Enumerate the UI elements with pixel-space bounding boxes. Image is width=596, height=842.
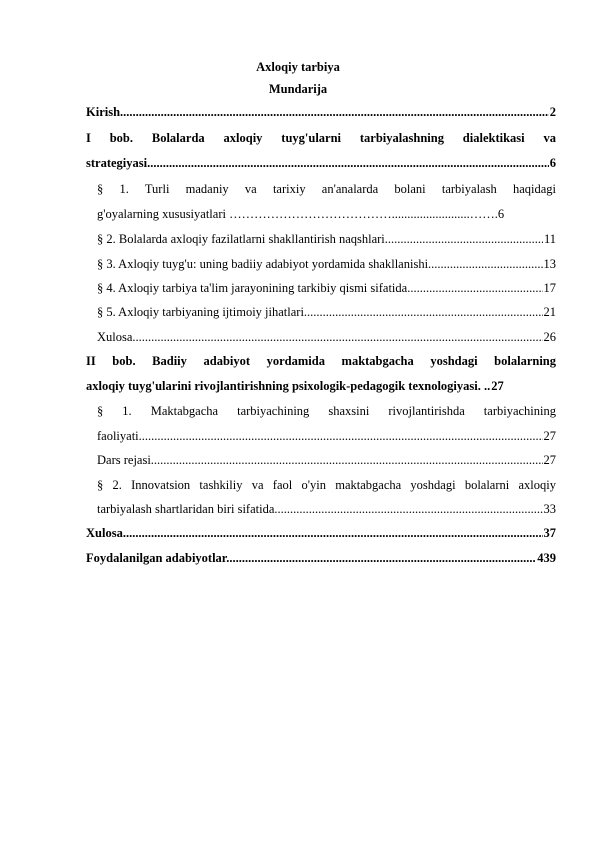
toc-entry-intro: Kirish. ..... 2 [86, 104, 556, 120]
toc-entry-section-1-2: § 2. Bolalarda axloqiy fazilatlarni shakllantirish naqshlari. ..... 11 [97, 231, 556, 247]
document-title: Axloqiy tarbiya [256, 60, 340, 74]
toc-entry-chapter-1-line-1: I bob. Bolalarda axloqiy tuyg'ularni tarbiyalashning dialektikasi va [86, 131, 556, 145]
toc-entry-section-1-1-line-1: § 1. Turli madaniy va tarixiy an'analarda bolani tarbiyalash haqidagi [97, 182, 556, 196]
toc-entry-conclusion: Xulosa. ..... 37 [86, 525, 556, 541]
toc-entry-section-2-2-line-2: tarbiyalash shartlaridan biri sifatida. ..... 33 [97, 501, 556, 517]
toc-entry-section-2-1-line-2: faoliyati ..... 27 [97, 428, 556, 444]
toc-entry-lesson-plan: Dars rejasi ..... 27 [97, 452, 556, 468]
toc-entry-section-1-4: § 4. Axloqiy tarbiya ta'lim jarayonining tarkibiy qismi sifatida ..... 17 [97, 280, 556, 296]
toc-entry-chapter-1-line-2: strategiyasi. ..... 6 [86, 155, 556, 171]
toc-heading: Mundarija [268, 82, 328, 96]
toc-entry-chapter-1-conclusion: Xulosa ..... 26 [97, 329, 556, 345]
toc-entry-chapter-2-line-1: II bob. Badiiy adabiyot yordamida maktabgacha yoshdagi bolalarning [86, 354, 556, 368]
toc-entry-references: Foydalanilgan adabiyotlar. ..... 439 [86, 550, 556, 566]
toc-entry-chapter-2-line-2: axloqiy tuyg'ularini rivojlantirishning psixologik-pedagogik texnologiyasi. .. 27 [86, 379, 504, 393]
toc-entry-section-2-2-line-1: § 2. Innovatsion tashkiliy va faol o'yin maktabgacha yoshdagi bolalarni axloqiy [97, 478, 556, 492]
toc-entry-section-2-1-line-1: § 1. Maktabgacha tarbiyachining shaxsini rivojlantirishda tarbiyachining [97, 404, 556, 418]
toc-entry-section-1-5: § 5. Axloqiy tarbiyaning ijtimoiy jihatlari ..... 21 [97, 304, 556, 320]
toc-entry-section-1-1-line-2: g'oyalarning xususiyatlari ………………………………….........................…….6 [97, 207, 505, 221]
toc-entry-section-1-3: § 3. Axloqiy tuyg'u: uning badiiy adabiyot yordamida shakllanishi. ..... 13 [97, 256, 556, 272]
